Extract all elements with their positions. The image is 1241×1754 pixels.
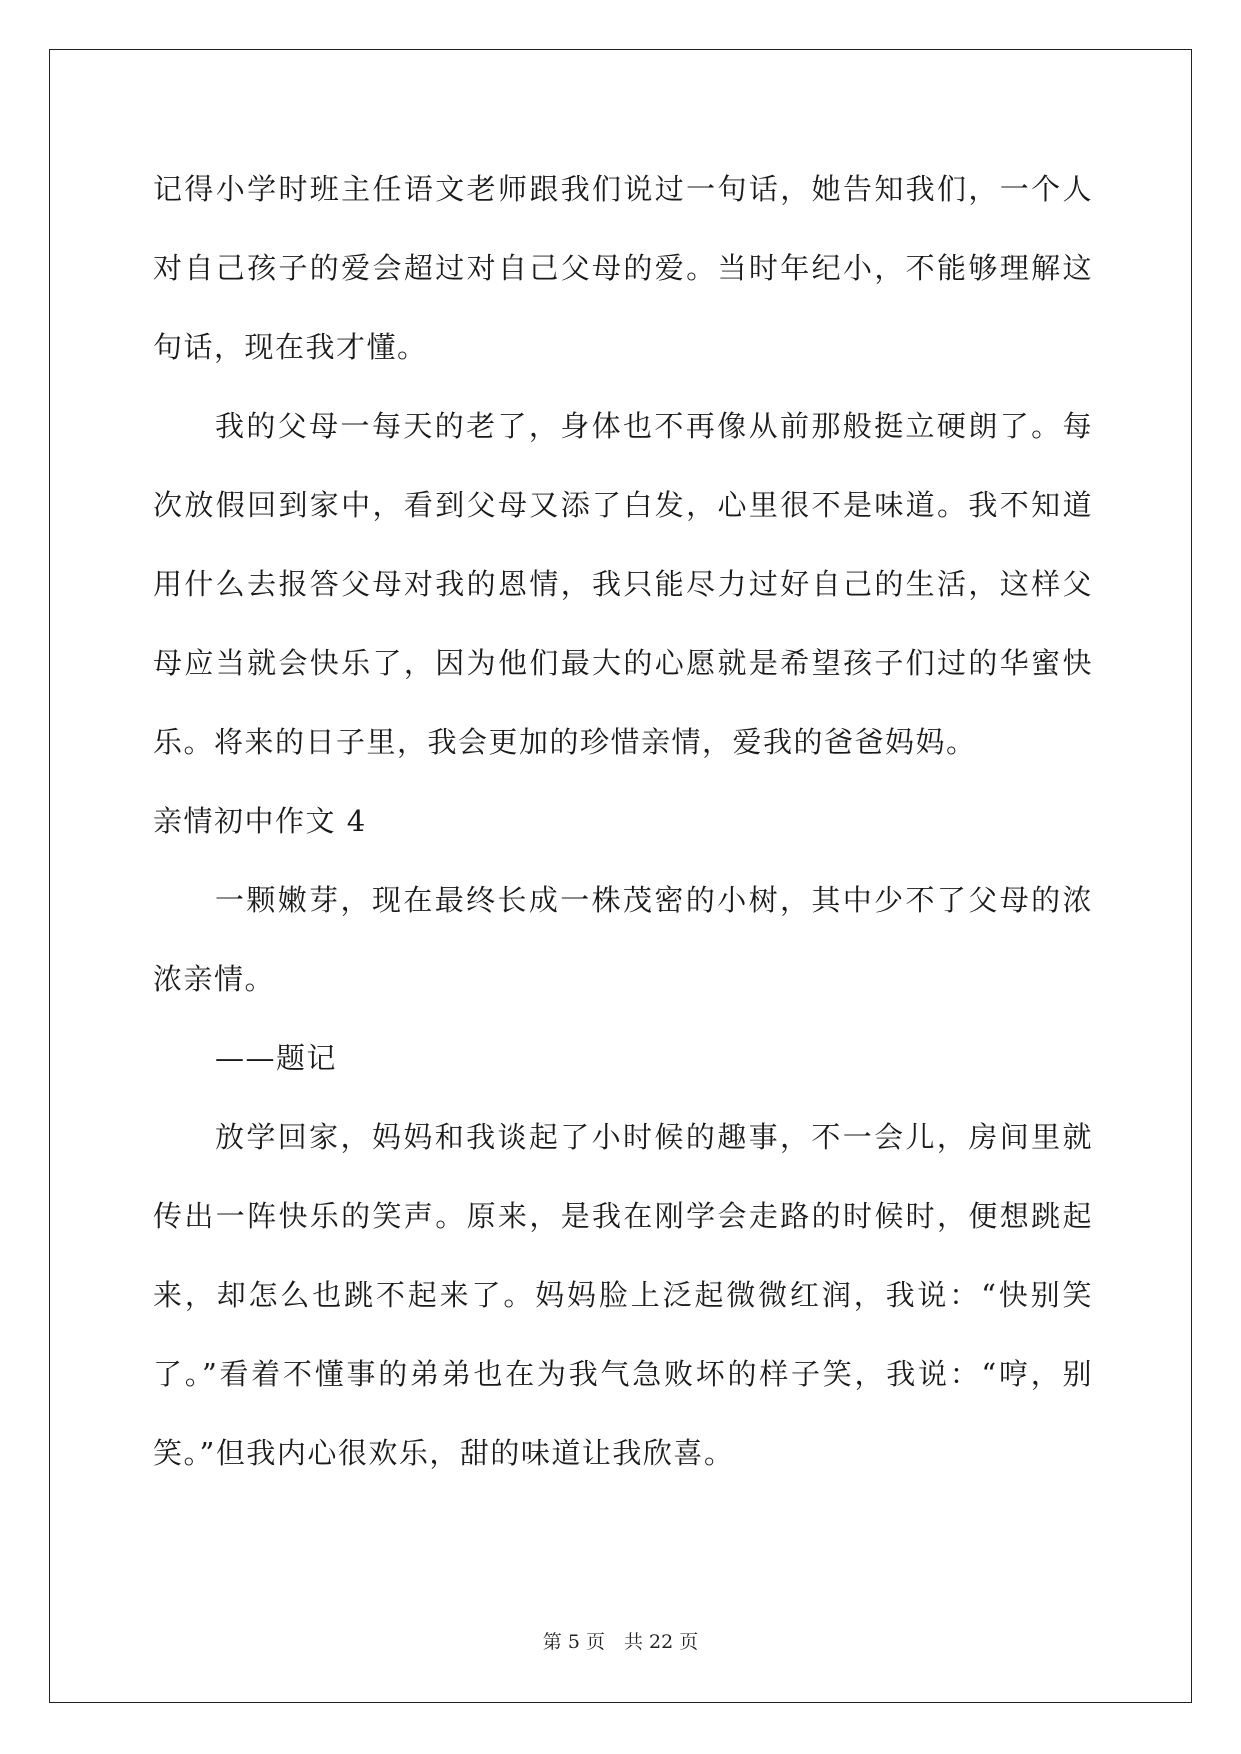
document-body	[153, 150, 1093, 1493]
paragraph: 我的父母一每天的老了，身体也不再像从前那般挺立硬朗了。每次放假回到家中，看到父母又添了白发，心里很不是味道。我不知道用什么去报答父母对我的恩情，我只能尽力过好自己的生活，这样父母应当就会快乐了，因为他们最大的心愿就是希望孩子们过的华蜜快乐。将来的日子里，我会更加的珍惜亲情，爱我的爸爸妈妈。	[153, 409, 1093, 759]
paragraph: 放学回家，妈妈和我谈起了小时候的趣事，不一会儿，房间里就传出一阵快乐的笑声。原来，是我在刚学会走路的时候时，便想跳起来，却怎么也跳不起来了。妈妈脸上泛起微微红润，我说：“快别笑了。”看着不懂事的弟弟也在为我气急败坏的样子笑，我说：“哼，别笑。”但我内心很欢乐，甜的味道让我欣喜。	[153, 1120, 1093, 1470]
epigraph-attribution: ——题记	[215, 1041, 338, 1075]
paragraph: 一颗嫩芽，现在最终长成一株茂密的小树，其中少不了父母的浓浓亲情。	[153, 883, 1093, 996]
page-number-footer: 第 5 页 共 22 页	[542, 1631, 699, 1653]
section-heading: 亲情初中作文 4	[153, 804, 367, 838]
paragraph: 记得小学时班主任语文老师跟我们说过一句话，她告知我们，一个人对自己孩子的爱会超过对自己父母的爱。当时年纪小，不能够理解这句话，现在我才懂。	[153, 172, 1093, 364]
